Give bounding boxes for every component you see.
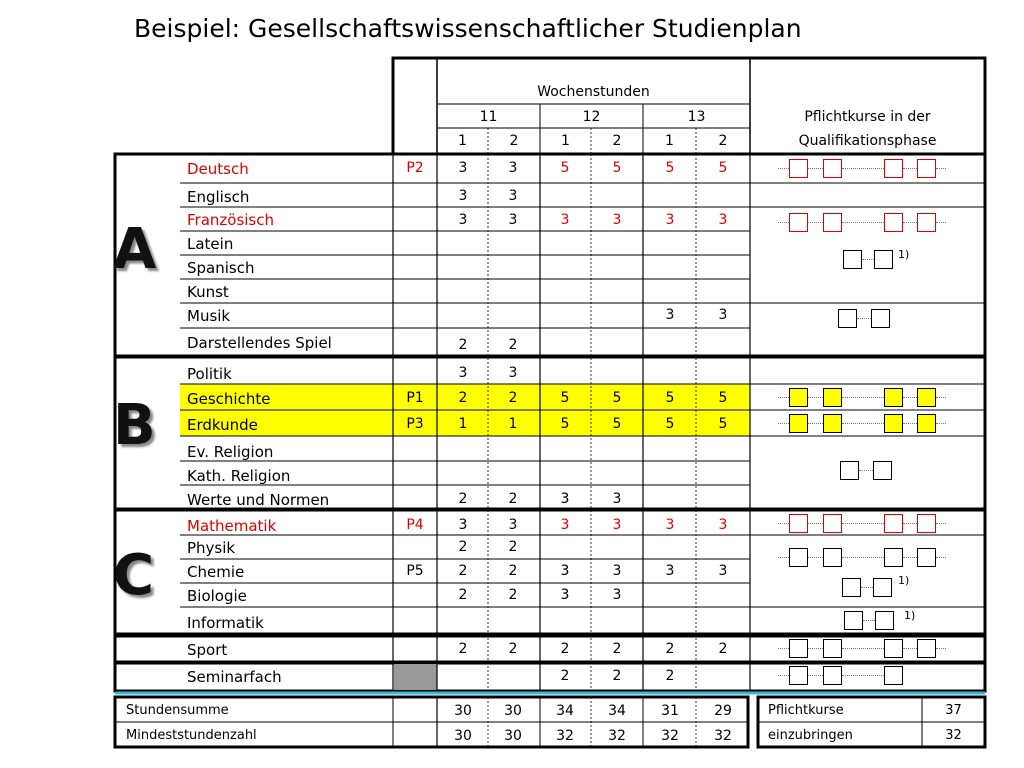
dotted-connector: [903, 222, 917, 223]
hours-cell: 3: [718, 517, 728, 533]
hours-cell: 5: [665, 160, 675, 176]
course-box: [917, 514, 936, 533]
hours-cell: 5: [612, 160, 622, 176]
pruefungsfach-label: P5: [406, 563, 424, 579]
dotted-connector: [808, 648, 823, 649]
subject-name: Seminarfach: [187, 668, 282, 686]
footer-pflicht-label: Pflichtkurse: [768, 703, 844, 718]
subject-name: Biologie: [187, 587, 247, 605]
header-year-13: 13: [687, 109, 706, 125]
subject-name: Informatik: [187, 614, 264, 632]
course-box: [823, 388, 842, 407]
hours-cell: 3: [458, 517, 468, 533]
header-half: 2: [509, 133, 519, 149]
hours-cell: 2: [508, 337, 518, 353]
course-box: [823, 548, 842, 567]
hours-cell: 2: [508, 641, 518, 657]
hours-cell: 2: [560, 668, 570, 684]
hours-cell: 3: [508, 517, 518, 533]
dotted-connector: [842, 675, 884, 676]
footnote-mark: 1): [898, 574, 910, 587]
hours-cell: 2: [458, 337, 468, 353]
course-box: [823, 639, 842, 658]
hours-cell: 3: [612, 563, 622, 579]
hours-cell: 5: [665, 416, 675, 432]
course-box: [884, 666, 903, 685]
dotted-connector: [778, 675, 789, 676]
section-letter-a: A: [113, 217, 157, 282]
hours-cell: 3: [508, 365, 518, 381]
hours-cell: 5: [718, 160, 728, 176]
dotted-connector: [936, 423, 946, 424]
course-box: [823, 213, 842, 232]
dotted-connector: [903, 557, 917, 558]
dotted-connector: [842, 168, 884, 169]
subject-name: Werte und Normen: [187, 491, 330, 509]
subject-name: Englisch: [187, 188, 250, 206]
course-box: [789, 213, 808, 232]
dotted-connector: [778, 397, 789, 398]
dotted-connector: [903, 397, 917, 398]
course-box: [884, 639, 903, 658]
hours-cell: 5: [718, 416, 728, 432]
hours-cell: 2: [458, 641, 468, 657]
pruefungsfach-label: P4: [406, 517, 424, 533]
subject-name: Spanisch: [187, 259, 255, 277]
course-box: [917, 639, 936, 658]
hours-cell: 5: [612, 416, 622, 432]
subject-name: Kunst: [187, 283, 229, 301]
course-box: [871, 309, 890, 328]
hours-cell: 3: [508, 212, 518, 228]
hours-cell: 3: [458, 212, 468, 228]
course-box: [823, 666, 842, 685]
hours-cell: 3: [560, 491, 570, 507]
course-box: [823, 514, 842, 533]
course-box: [884, 414, 903, 433]
course-box: [843, 250, 862, 269]
course-box: [875, 611, 894, 630]
dotted-connector: [903, 523, 917, 524]
sum-cell: 30: [454, 703, 472, 719]
course-box: [873, 578, 892, 597]
course-box: [917, 548, 936, 567]
dotted-connector: [936, 222, 946, 223]
hours-cell: 3: [560, 517, 570, 533]
footer-einzu-value: 32: [945, 728, 962, 743]
dotted-connector: [859, 470, 873, 471]
dotted-connector: [842, 222, 884, 223]
dotted-connector: [936, 397, 946, 398]
subject-name: Chemie: [187, 563, 245, 581]
hours-cell: 3: [508, 160, 518, 176]
subject-name: Ev. Religion: [187, 443, 274, 461]
header-pflicht-line1: Pflichtkurse in der: [804, 109, 931, 125]
course-box: [789, 159, 808, 178]
hours-cell: 2: [458, 491, 468, 507]
dotted-connector: [903, 423, 917, 424]
hours-cell: 3: [508, 188, 518, 204]
course-box: [789, 388, 808, 407]
header-half: 1: [458, 133, 467, 149]
header-pflicht-line2: Qualifikationsphase: [798, 133, 937, 149]
dotted-connector: [936, 523, 946, 524]
header-wochenstunden: Wochenstunden: [537, 84, 650, 100]
hours-cell: 2: [458, 539, 468, 555]
dotted-connector: [903, 648, 917, 649]
course-box: [917, 213, 936, 232]
hours-cell: 3: [612, 212, 622, 228]
min-cell: 32: [714, 728, 732, 744]
sum-cell: 29: [714, 703, 732, 719]
header-half: 2: [718, 133, 728, 149]
dotted-connector: [778, 168, 789, 169]
header-year-11: 11: [479, 109, 498, 125]
course-box: [874, 250, 893, 269]
footer-pflicht-value: 37: [945, 703, 962, 718]
dotted-connector: [808, 557, 823, 558]
dotted-connector: [842, 557, 884, 558]
section-letter-c: C: [113, 543, 155, 608]
dotted-connector: [863, 620, 875, 621]
subject-name: Physik: [187, 539, 236, 557]
hours-cell: 3: [612, 587, 622, 603]
hours-cell: 5: [718, 390, 728, 406]
subject-name: Mathematik: [187, 517, 277, 535]
dotted-connector: [778, 557, 789, 558]
hours-cell: 3: [458, 188, 468, 204]
hours-cell: 2: [718, 641, 728, 657]
course-box: [844, 611, 863, 630]
hours-cell: 3: [665, 517, 675, 533]
course-box: [917, 159, 936, 178]
course-box: [789, 514, 808, 533]
hours-cell: 3: [612, 491, 622, 507]
subject-name: Musik: [187, 307, 231, 325]
hours-cell: 2: [458, 390, 468, 406]
course-box: [789, 414, 808, 433]
course-box: [840, 461, 859, 480]
course-box: [873, 461, 892, 480]
footer-sum-label: Stundensumme: [126, 703, 229, 718]
section-letter-b: B: [113, 393, 156, 458]
hours-cell: 2: [458, 587, 468, 603]
dotted-connector: [808, 423, 823, 424]
hours-cell: 5: [560, 416, 570, 432]
course-box: [917, 388, 936, 407]
header-year-12: 12: [582, 109, 601, 125]
dotted-connector: [842, 397, 884, 398]
dotted-connector: [842, 423, 884, 424]
course-box: [789, 666, 808, 685]
subject-name: Erdkunde: [187, 416, 258, 434]
subject-name: Darstellendes Spiel: [187, 334, 332, 352]
dotted-connector: [808, 523, 823, 524]
dotted-connector: [808, 222, 823, 223]
dotted-connector: [936, 557, 946, 558]
course-box: [838, 309, 857, 328]
course-box: [884, 159, 903, 178]
min-cell: 32: [556, 728, 574, 744]
hours-cell: 3: [458, 160, 468, 176]
min-cell: 32: [661, 728, 679, 744]
dotted-connector: [808, 675, 823, 676]
hours-cell: 2: [560, 641, 570, 657]
dotted-connector: [857, 318, 871, 319]
header-half: 1: [665, 133, 674, 149]
hours-cell: 3: [612, 517, 622, 533]
hours-cell: 5: [665, 390, 675, 406]
hours-cell: 2: [508, 563, 518, 579]
hours-cell: 1: [458, 416, 468, 432]
dotted-connector: [778, 423, 789, 424]
dotted-connector: [808, 397, 823, 398]
pruefungsfach-label: P2: [406, 160, 424, 176]
footnote-mark: 1): [904, 609, 916, 622]
min-cell: 30: [504, 728, 522, 744]
hours-cell: 2: [508, 539, 518, 555]
sum-cell: 34: [556, 703, 574, 719]
hours-cell: 3: [665, 307, 675, 323]
dotted-connector: [936, 168, 946, 169]
subject-name: Französisch: [187, 211, 275, 229]
hours-cell: 5: [612, 390, 622, 406]
header-half: 1: [561, 133, 570, 149]
dotted-connector: [778, 648, 789, 649]
hours-cell: 3: [560, 212, 570, 228]
course-box: [789, 639, 808, 658]
hours-cell: 1: [508, 416, 518, 432]
hours-cell: 3: [718, 212, 728, 228]
course-box: [884, 548, 903, 567]
sum-cell: 30: [504, 703, 522, 719]
hours-cell: 3: [665, 563, 675, 579]
hours-cell: 5: [560, 390, 570, 406]
subject-name: Latein: [187, 235, 234, 253]
sum-cell: 31: [661, 703, 679, 719]
dotted-connector: [903, 168, 917, 169]
hours-cell: 2: [508, 491, 518, 507]
course-box: [884, 213, 903, 232]
hours-cell: 2: [458, 563, 468, 579]
pruefungsfach-label: P3: [406, 416, 424, 432]
hours-cell: 2: [665, 641, 675, 657]
hours-cell: 2: [665, 668, 675, 684]
footnote-mark: 1): [898, 248, 910, 261]
min-cell: 30: [454, 728, 472, 744]
page-title: Beispiel: Gesellschaftswissenschaftlicher Studienplan: [134, 14, 802, 43]
sum-cell: 34: [608, 703, 626, 719]
subject-name: Kath. Religion: [187, 467, 291, 485]
dotted-connector: [778, 523, 789, 524]
hours-cell: 3: [560, 587, 570, 603]
course-box: [917, 414, 936, 433]
hours-cell: 3: [458, 365, 468, 381]
dotted-connector: [862, 259, 874, 260]
course-box: [789, 548, 808, 567]
min-cell: 32: [608, 728, 626, 744]
hours-cell: 3: [718, 563, 728, 579]
dotted-connector: [842, 648, 884, 649]
hours-cell: 2: [612, 668, 622, 684]
hours-cell: 3: [665, 212, 675, 228]
dotted-connector: [936, 648, 946, 649]
subject-name: Geschichte: [187, 390, 271, 408]
hours-cell: 3: [718, 307, 728, 323]
course-box: [884, 514, 903, 533]
footer-einzu-label: einzubringen: [768, 728, 853, 743]
hours-cell: 3: [560, 563, 570, 579]
subject-name: Deutsch: [187, 160, 249, 178]
header-half: 2: [612, 133, 622, 149]
subject-name: Politik: [187, 365, 232, 383]
dotted-connector: [842, 523, 884, 524]
dotted-connector: [861, 587, 873, 588]
hours-cell: 2: [508, 390, 518, 406]
subject-name: Sport: [187, 641, 228, 659]
course-box: [842, 578, 861, 597]
dotted-connector: [778, 222, 789, 223]
footer-min-label: Mindeststundenzahl: [126, 728, 257, 743]
pruefungsfach-label: P1: [406, 390, 424, 406]
hours-cell: 2: [612, 641, 622, 657]
course-box: [884, 388, 903, 407]
course-box: [823, 414, 842, 433]
hours-cell: 2: [508, 587, 518, 603]
dotted-connector: [808, 168, 823, 169]
course-box: [823, 159, 842, 178]
hours-cell: 5: [560, 160, 570, 176]
